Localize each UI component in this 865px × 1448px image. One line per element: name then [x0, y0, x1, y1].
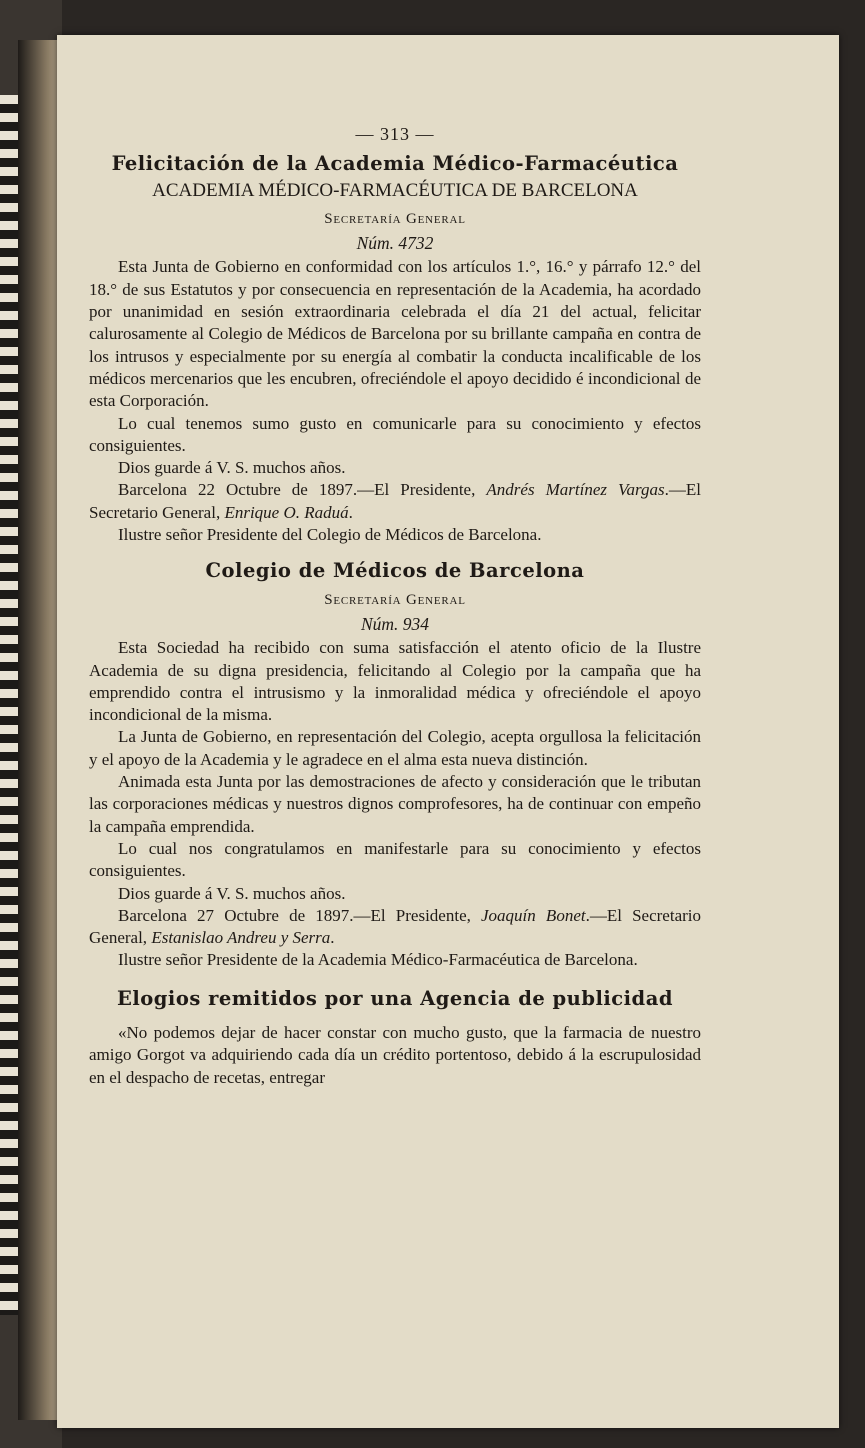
secretary-name: Estanislao Andreu y Serra — [151, 928, 331, 948]
paragraph: Esta Sociedad ha recibido con suma satisfacción el atento oficio de la Ilustre Academia de su digna presidencia, felicitando al Colegio por la campaña que ha emprendido contra el intrusismo y la inmoralidad médica y ofreciéndole el apoyo incondicional de la misma. — [89, 638, 701, 725]
section-colegio — [89, 560, 701, 971]
signature-end: . — [330, 928, 335, 948]
addressee: Ilustre señor Presidente de la Academia Médico-Farmacéutica de Barcelona. — [118, 950, 638, 970]
signature-line — [89, 479, 701, 524]
office-label: Secretaría General — [324, 591, 466, 608]
color-calibration-strip — [0, 95, 18, 1315]
section-heading-elogios: Elogios remitidos por una Agencia de publicidad — [117, 986, 673, 1010]
institution-name: ACADEMIA MÉDICO-FARMACÉUTICA DE BARCELONA — [152, 179, 638, 201]
signature-separator: .—El Secretario General, — [89, 480, 702, 522]
section-elogios — [89, 988, 701, 1089]
signature-separator: .—El Secretario General, — [89, 905, 702, 948]
office-label: Secretaría General — [324, 210, 466, 227]
paragraph: Lo cual tenemos sumo gusto en comunicarle para su conocimiento y efectos consiguientes. — [89, 413, 701, 455]
signature-date: Barcelona 27 Octubre de 1897.—El Presidente, — [118, 905, 482, 925]
paragraph: «No podemos dejar de hacer constar con mucho gusto, que la farmacia de nuestro amigo Gorgot va adquiriendo cada día un crédito portentoso, debido á la escrupulosidad en el despacho de recetas, entregar — [89, 1022, 701, 1087]
secretary-name: Enrique O. Raduá — [224, 502, 349, 522]
addressee: Ilustre señor Presidente del Colegio de Médicos de Barcelona. — [118, 525, 542, 545]
paragraph: Lo cual nos congratulamos en manifestarle para su conocimiento y efectos consiguientes. — [89, 838, 701, 881]
page-number: — 313 — — [355, 124, 435, 144]
president-name: Joaquín Bonet — [481, 905, 586, 925]
section-heading-colegio: Colegio de Médicos de Barcelona — [205, 559, 585, 583]
signature-line — [89, 905, 701, 950]
signature-date: Barcelona 22 Octubre de 1897.—El Presidente, — [118, 480, 487, 500]
gutter-shadow — [18, 40, 60, 1420]
document-number: Núm. 4732 — [356, 233, 434, 254]
book-page — [57, 35, 839, 1428]
paragraph: Esta Junta de Gobierno en conformidad con los artículos 1.°, 16.° y párrafo 12.° del 18.° de sus Estatutos y por consecuencia en representación de la Academia, ha acordado por unanimidad en sesión extraordinaria celebrada el día 21 del actual, felicitar calurosamente al Colegio de Médicos de Barcelona por su brillante campaña en contra de los intrusos y especialmente por su energía al combatir la conducta incalificable de los médicos mercenarios que les encubren, ofreciéndole el apoyo decidido é incondicional de esta Corporación. — [89, 257, 701, 411]
paragraph: La Junta de Gobierno, en representación del Colegio, acepta orgullosa la felicitación y el apoyo de la Academia y le agradece en el alma esta nueva distinción. — [89, 727, 701, 769]
paragraph: Dios guarde á V. S. muchos años. — [118, 883, 346, 903]
section-felicitacion — [89, 153, 701, 546]
president-name: Andrés Martínez Vargas — [486, 480, 665, 500]
paragraph: Dios guarde á V. S. muchos años. — [118, 458, 346, 478]
page-text-block — [89, 123, 701, 1089]
paragraph: Animada esta Junta por las demostraciones de afecto y consideración que le tributan las corporaciones médicas y nuestros dignos comprofesores, ha de continuar con empeño la campaña emprendida. — [89, 772, 701, 836]
section-heading-felicitacion: Felicitación de la Academia Médico-Farmacéutica — [111, 152, 679, 176]
document-number: Núm. 934 — [360, 613, 430, 634]
signature-end: . — [348, 502, 353, 522]
